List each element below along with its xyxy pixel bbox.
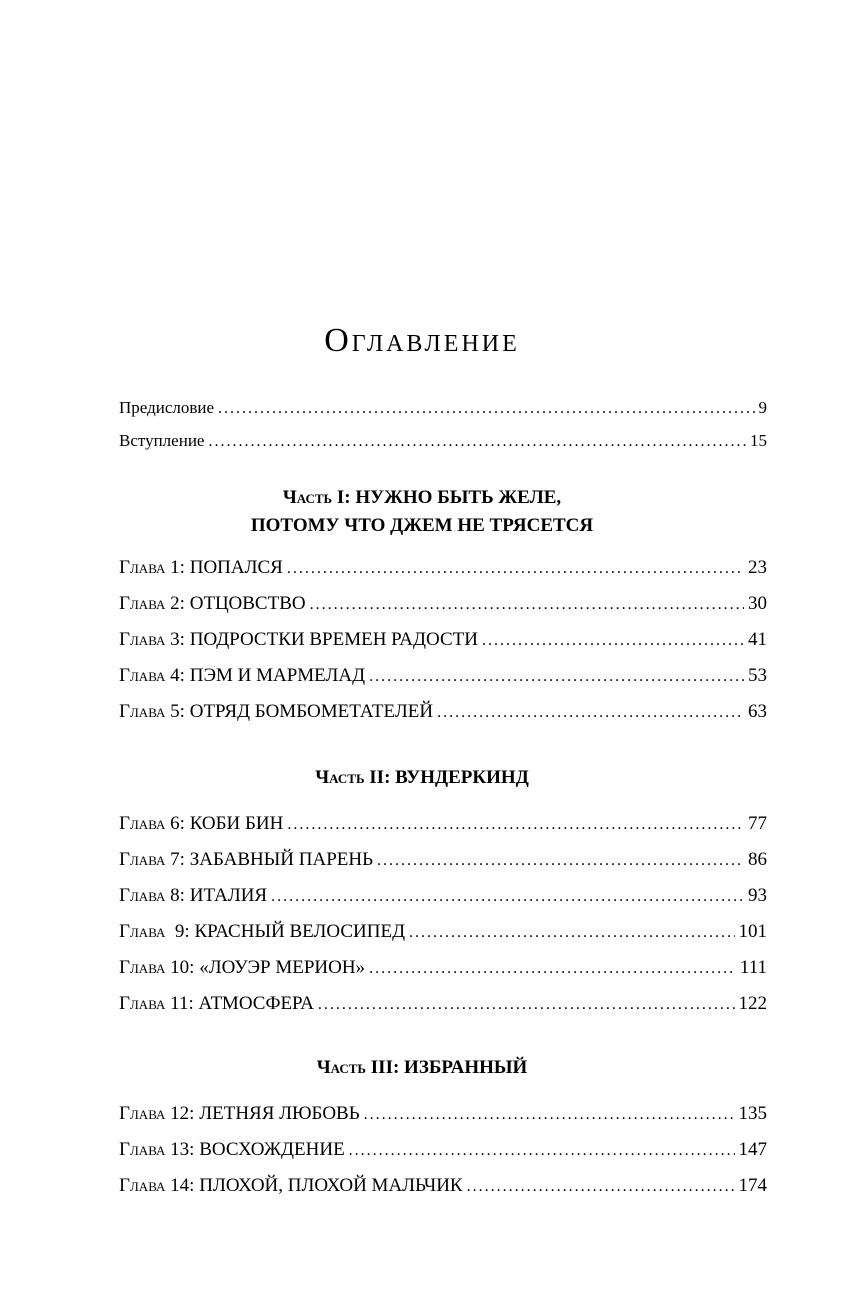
chapter-number: Глава 8: (119, 885, 185, 906)
dot-leader (364, 1097, 735, 1133)
page-number: 101 (738, 921, 767, 942)
page-number: 122 (738, 993, 767, 1014)
chapter-title: АТМОСФЕРА (198, 993, 314, 1014)
chapter-title: ПЛОХОЙ, ПЛОХОЙ МАЛЬЧИК (199, 1175, 463, 1196)
chapter-title: КРАСНЫЙ ВЕЛОСИПЕД (194, 921, 406, 942)
dot-leader (287, 551, 744, 587)
dot-leader (369, 951, 736, 987)
dot-leader (349, 1133, 735, 1169)
dot-leader (208, 425, 746, 458)
chapter-number: Глава 3: (119, 629, 185, 650)
page-number: 63 (748, 701, 767, 722)
part-2-heading (0, 764, 844, 792)
chapter-title: ВОСХОЖДЕНИЕ (199, 1139, 345, 1160)
part-title-line1: ИЗБРАННЫЙ (404, 1057, 528, 1078)
dot-leader (467, 1169, 735, 1205)
toc-entry-chapter[interactable] (119, 806, 767, 842)
page-number: 93 (748, 885, 767, 906)
page-number: 15 (750, 431, 767, 450)
chapter-number: Глава 1: (119, 557, 185, 578)
page-number: 53 (748, 665, 767, 686)
toc-entry-chapter[interactable] (119, 1096, 767, 1132)
chapter-number: Глава 14: (119, 1175, 195, 1196)
toc-entry-chapter[interactable] (119, 694, 767, 730)
page-number: 23 (748, 557, 767, 578)
toc-entry-preface[interactable] (119, 391, 767, 424)
chapter-title: ИТАЛИЯ (189, 885, 268, 906)
page-number: 30 (748, 593, 767, 614)
page-number: 41 (748, 629, 767, 650)
toc-entry-chapter[interactable] (119, 1132, 767, 1168)
chapter-number: Глава 10: (119, 957, 195, 978)
part-prefix: Часть I: (282, 487, 351, 508)
toc-entry-chapter[interactable] (119, 986, 767, 1022)
toc-entry-introduction[interactable] (119, 424, 767, 457)
dot-leader (318, 987, 735, 1023)
chapter-number: Глава 5: (119, 701, 185, 722)
toc-entry-chapter[interactable] (119, 550, 767, 586)
chapter-title: ПОДРОСТКИ ВРЕМЕН РАДОСТИ (189, 629, 478, 650)
page-number: 135 (738, 1103, 767, 1124)
part-prefix: Часть III: (316, 1057, 400, 1078)
dot-leader (287, 807, 744, 843)
chapter-title: ПЭМ И МАРМЕЛАД (189, 665, 366, 686)
part-title-line2: ПОТОМУ ЧТО ДЖЕМ НЕ ТРЯСЕТСЯ (250, 515, 594, 536)
page-number: 77 (748, 813, 767, 834)
chapter-title: ПОПАЛСЯ (189, 557, 283, 578)
dot-leader (482, 623, 744, 659)
toc-entry-chapter[interactable] (119, 914, 767, 950)
chapter-title: «ЛОУЭР МЕРИОН» (199, 957, 366, 978)
toc-entry-chapter[interactable] (119, 1168, 767, 1204)
chapter-number: Глава 7: (119, 849, 185, 870)
chapter-title: ЗАБАВНЫЙ ПАРЕНЬ (189, 849, 374, 870)
part-prefix: Часть II: (315, 767, 391, 788)
dot-leader (218, 392, 754, 425)
chapter-title: ЛЕТНЯЯ ЛЮБОВЬ (199, 1103, 360, 1124)
front-matter-list (119, 391, 767, 457)
entry-label: Вступление (119, 431, 205, 450)
part-title-line1: ВУНДЕРКИНД (395, 767, 529, 788)
chapter-title: ОТЦОВСТВО (189, 593, 306, 614)
toc-entry-chapter[interactable] (119, 658, 767, 694)
toc-entry-chapter[interactable] (119, 622, 767, 658)
chapter-title: КОБИ БИН (189, 813, 284, 834)
part-1-chapter-list (119, 550, 767, 730)
toc-entry-chapter[interactable] (119, 950, 767, 986)
chapter-number: Глава 12: (119, 1103, 195, 1124)
toc-entry-chapter[interactable] (119, 878, 767, 914)
page-title: Оглавление (324, 322, 520, 359)
dot-leader (409, 915, 734, 951)
part-2-chapter-list (119, 806, 767, 1022)
dot-leader (437, 695, 744, 731)
page-number: 174 (738, 1175, 767, 1196)
part-3-heading (0, 1054, 844, 1082)
page-number: 111 (739, 957, 767, 978)
toc-entry-chapter[interactable] (119, 586, 767, 622)
part-1-heading (0, 484, 844, 540)
chapter-title: ОТРЯД БОМБОМЕТАТЕЛЕЙ (189, 701, 434, 722)
chapter-number: Глава 4: (119, 665, 185, 686)
dot-leader (271, 879, 744, 915)
dot-leader (377, 843, 744, 879)
chapter-number: Глава 6: (119, 813, 185, 834)
dot-leader (310, 587, 744, 623)
part-title-line1: НУЖНО БЫТЬ ЖЕЛЕ, (355, 487, 562, 508)
page-number: 9 (758, 398, 767, 417)
chapter-number: Глава 2: (119, 593, 185, 614)
chapter-number: Глава 13: (119, 1139, 195, 1160)
dot-leader (369, 659, 744, 695)
part-3-chapter-list (119, 1096, 767, 1204)
toc-entry-chapter[interactable] (119, 842, 767, 878)
page-number: 86 (748, 849, 767, 870)
entry-label: Предисловие (119, 398, 215, 417)
chapter-number: Глава 9: (119, 921, 190, 942)
page-number: 147 (738, 1139, 767, 1160)
chapter-number: Глава 11: (119, 993, 194, 1014)
